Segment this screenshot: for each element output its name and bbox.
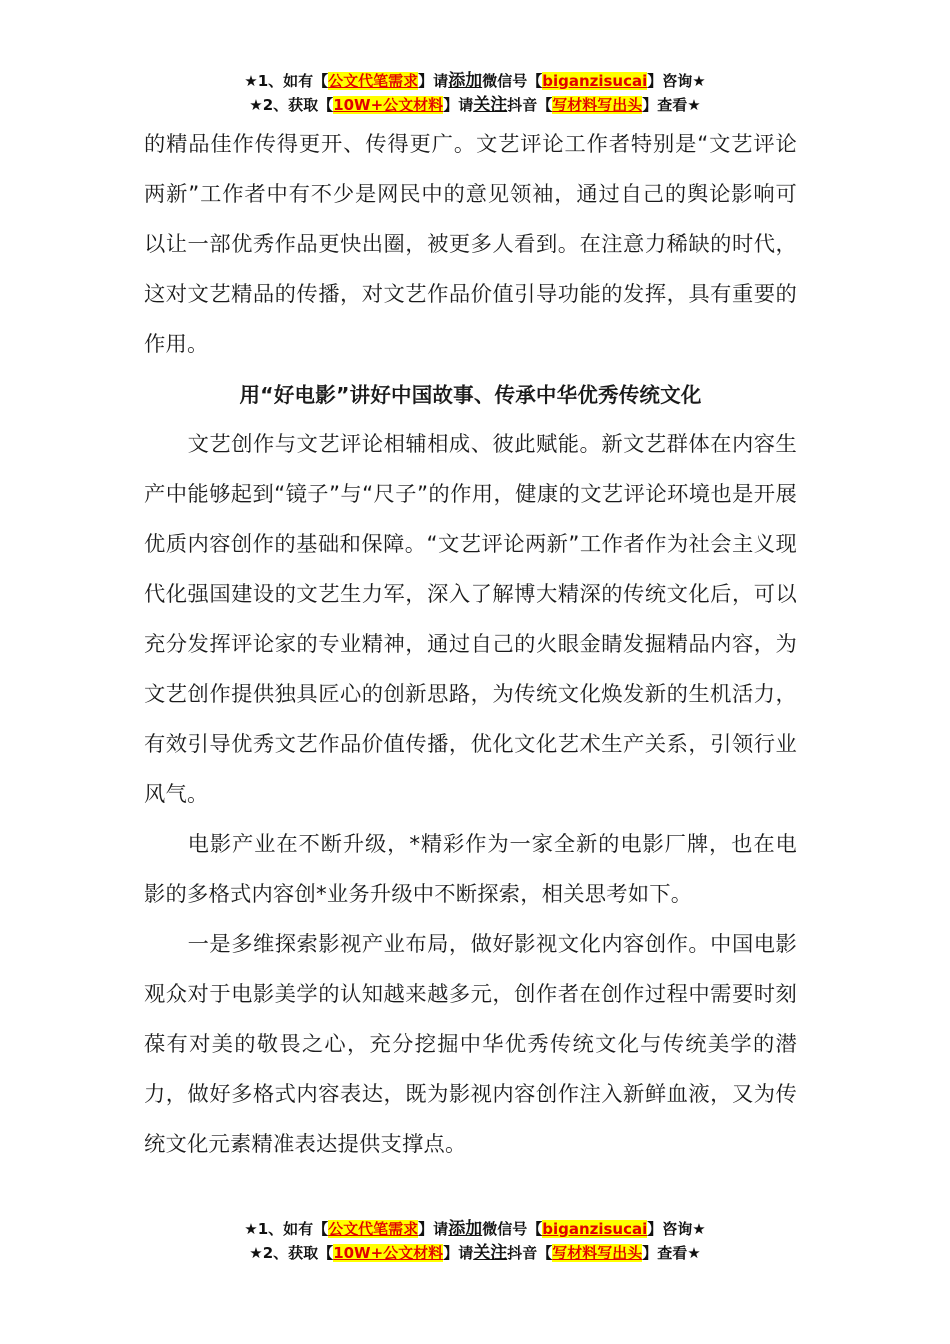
banner-line-2 xyxy=(0,93,950,117)
douyin-account-link[interactable]: 写材料写出头 xyxy=(552,1244,643,1262)
paragraph: 文艺创作与文艺评论相辅相成、彼此赋能。新文艺群体在内容生产中能够起到“镜子”与“尺子”的作用，健康的文艺评论环境也是开展优质内容创作的基础和保障。“文艺评论两新”工作者作为社会主义现代化强国建设的文艺生力军，深入了解博大精深的传统文化后，可以充分发挥评论家的专业精神，通过自己的火眼金睛发掘精品内容，为文艺创作提供独具匠心的创新思路，为传统文化焕发新的生机活力，有效引导优秀文艺作品价值传播，优化文化艺术生产关系，引领行业风气。 xyxy=(144,432,797,807)
paragraph-continued: 的精品佳作传得更开、传得更广。文艺评论工作者特别是“文艺评论两新”工作者中有不少是网民中的意见领袖，通过自己的舆论影响可以让一部优秀作品更快出圈，被更多人看到。在注意力稀缺的时代，这对文艺精品的传播，对文艺作品价值引导功能的发挥，具有重要的作用。 xyxy=(144,132,797,357)
banner-text: 】查看 xyxy=(642,1244,688,1262)
star-icon: ★ xyxy=(249,96,263,114)
bottom-banner xyxy=(0,1217,950,1265)
paragraph: 一是多维探索影视产业布局，做好影视文化内容创作。中国电影观众对于电影美学的认知越来越多元，创作者在创作过程中需要时刻葆有对美的敬畏之心，充分挖掘中华优秀传统文化与传统美学的潜力，做好多格式内容表达，既为影视内容创作注入新鲜血液，又为传统文化元素精准表达提供支撑点。 xyxy=(144,932,797,1157)
star-icon: ★ xyxy=(692,72,706,90)
banner-line-2 xyxy=(0,1241,950,1265)
banner-text: 微信号【 xyxy=(482,72,543,90)
highlight-service: 公文代笔需求 xyxy=(328,72,419,90)
banner-text: 1、如有【 xyxy=(257,72,329,90)
banner-line-1 xyxy=(0,69,950,93)
article-body xyxy=(144,120,797,1170)
banner-line-1 xyxy=(0,1217,950,1241)
douyin-account-link[interactable]: 写材料写出头 xyxy=(552,96,643,114)
banner-text: 】请 xyxy=(418,1220,449,1238)
banner-text: 抖音【 xyxy=(507,96,553,114)
underlined-word: 添加 xyxy=(448,1219,483,1239)
star-icon: ★ xyxy=(687,96,701,114)
underlined-word: 关注 xyxy=(473,1243,508,1263)
highlight-materials: 10W+公文材料 xyxy=(333,96,444,114)
banner-text: 】请 xyxy=(443,1244,474,1262)
highlight-materials: 10W+公文材料 xyxy=(333,1244,444,1262)
underlined-word: 添加 xyxy=(448,71,483,91)
banner-text: 】请 xyxy=(418,72,449,90)
banner-text: 抖音【 xyxy=(507,1244,553,1262)
highlight-service: 公文代笔需求 xyxy=(328,1220,419,1238)
top-banner xyxy=(0,69,950,117)
section-heading: 用“好电影”讲好中国故事、传承中华优秀传统文化 xyxy=(239,383,702,407)
banner-text: 】咨询 xyxy=(647,1220,693,1238)
banner-text: 2、获取【 xyxy=(262,96,334,114)
banner-text: 微信号【 xyxy=(482,1220,543,1238)
banner-text: 】咨询 xyxy=(647,72,693,90)
banner-text: 1、如有【 xyxy=(257,1220,329,1238)
underlined-word: 关注 xyxy=(473,95,508,115)
banner-text: 】查看 xyxy=(642,96,688,114)
star-icon: ★ xyxy=(244,72,258,90)
wechat-id-link[interactable]: biganzisucai xyxy=(542,1220,648,1238)
banner-text: 】请 xyxy=(443,96,474,114)
banner-text: 2、获取【 xyxy=(262,1244,334,1262)
wechat-id-link[interactable]: biganzisucai xyxy=(542,72,648,90)
paragraph: 电影产业在不断升级，*精彩作为一家全新的电影厂牌，也在电影的多格式内容创*业务升级中不断探索，相关思考如下。 xyxy=(144,832,797,907)
star-icon: ★ xyxy=(249,1244,263,1262)
star-icon: ★ xyxy=(692,1220,706,1238)
star-icon: ★ xyxy=(244,1220,258,1238)
star-icon: ★ xyxy=(687,1244,701,1262)
